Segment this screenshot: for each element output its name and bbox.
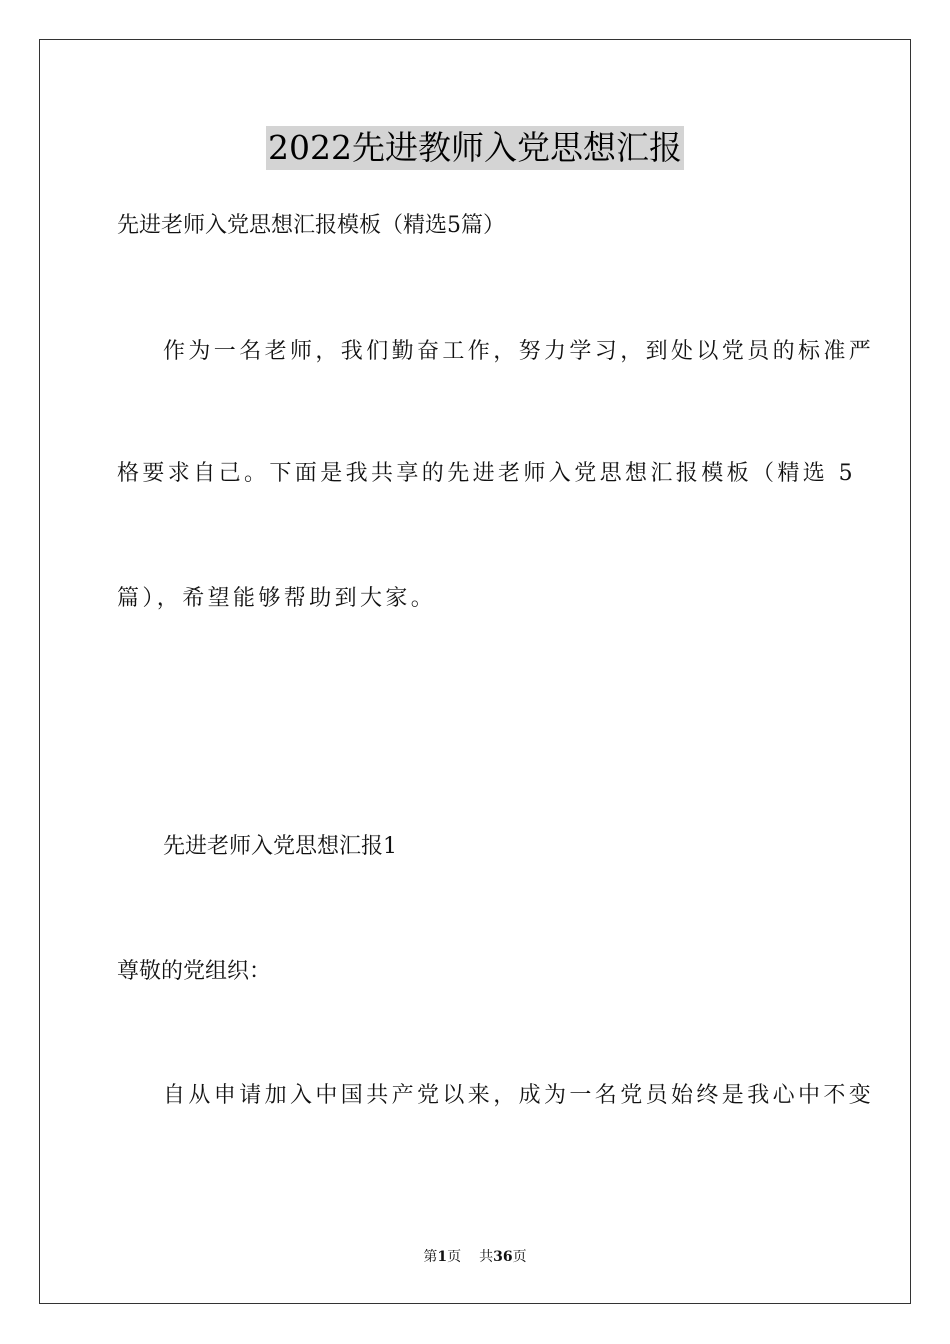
body-line-1: 自从申请加入中国共产党以来，成为一名党员始终是我心中不变 xyxy=(163,1083,875,1108)
document-subtitle: 先进老师入党思想汇报模板（精选5篇） xyxy=(117,213,505,238)
intro-line-1: 作为一名老师，我们勤奋工作，努力学习，到处以党员的标准严 xyxy=(163,339,875,364)
footer-total-prefix: 共 xyxy=(479,1249,494,1265)
section-heading: 先进老师入党思想汇报1 xyxy=(163,834,397,859)
footer-page-total: 36 xyxy=(493,1249,513,1265)
intro-line-3: 篇），希望能够帮助到大家。 xyxy=(117,586,437,611)
footer-page-current: 1 xyxy=(437,1249,448,1265)
salutation: 尊敬的党组织： xyxy=(117,959,272,984)
intro-line-2: 格要求自己。下面是我共享的先进老师入党思想汇报模板（精选 5 xyxy=(117,461,856,486)
footer-total-suffix: 页 xyxy=(512,1249,527,1265)
document-title: 2022先进教师入党思想汇报 xyxy=(266,126,684,170)
footer-page-prefix: 第 xyxy=(423,1249,438,1265)
title-container xyxy=(0,126,950,170)
page-footer xyxy=(0,1247,950,1267)
footer-page-suffix: 页 xyxy=(447,1249,462,1265)
